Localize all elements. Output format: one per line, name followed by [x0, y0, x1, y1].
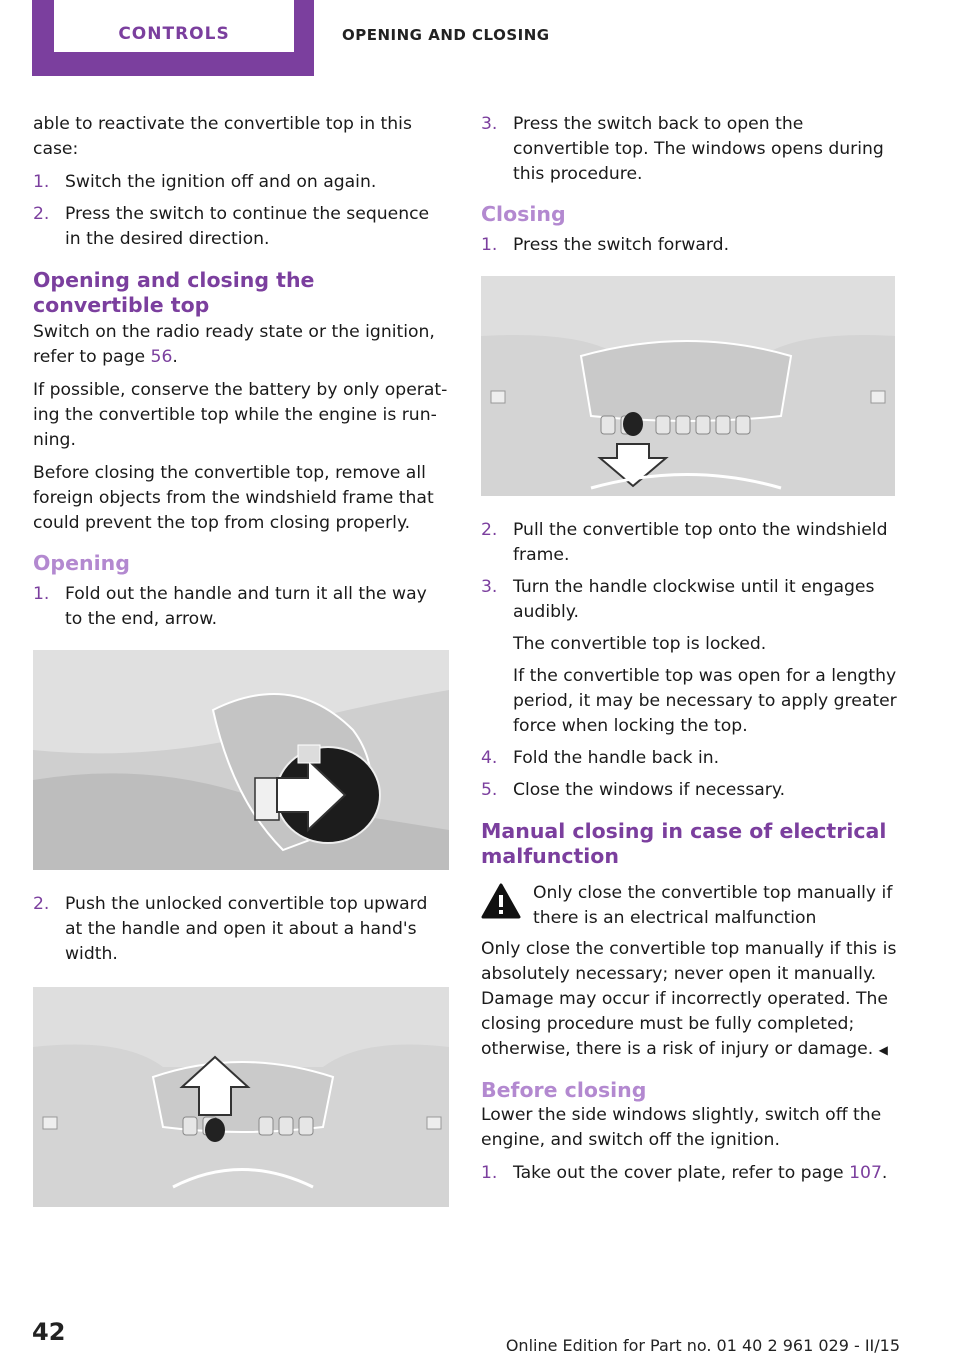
- step-number: 2.: [33, 204, 50, 224]
- header-tab-label: CONTROLS: [54, 0, 294, 52]
- step-subtext: The convertible top is locked.: [513, 634, 767, 654]
- opening-steps: [33, 582, 449, 632]
- figure-push-up: [33, 987, 449, 1207]
- list-item: [481, 778, 897, 803]
- list-item: [481, 1161, 897, 1186]
- page-number: 42: [32, 1318, 66, 1346]
- paragraph-battery: If possible, conserve the battery by only operating the convertible top while the engine is running.: [33, 380, 448, 450]
- warning-icon: [481, 883, 521, 919]
- subheading-closing: Closing: [481, 202, 566, 226]
- press-forward-illustration: [481, 276, 895, 496]
- step-number: 5.: [481, 780, 498, 800]
- list-item: [33, 892, 449, 967]
- step-number: 3.: [481, 577, 498, 597]
- opening-steps-2: [33, 892, 449, 967]
- edition-text: Online Edition for Part no. 01 40 2 961 029 - II/15: [505, 1336, 900, 1355]
- step-number: 1.: [481, 1163, 498, 1183]
- list-item: [481, 518, 897, 568]
- list-item: [481, 233, 897, 258]
- list-item: [481, 746, 897, 771]
- step-text: .: [881, 1163, 888, 1183]
- warning-box: [481, 881, 897, 931]
- step-text: Close the windows if necessary.: [513, 780, 786, 800]
- list-item: [33, 582, 449, 632]
- warning-body-text: Only close the convertible top manually if this is absolutely necessary; never open it manually. Damage may occur if incorrectly operated. The closing procedure must be fully completed; otherwise, there is a risk of injury or damage.: [481, 939, 897, 1059]
- step-number: 4.: [481, 748, 498, 768]
- step-text: Push the unlocked convertible top upward at the handle and open it about a hand's width.: [65, 894, 428, 964]
- figure-press-forward: [481, 276, 895, 496]
- opening-steps-3: [481, 112, 897, 187]
- left-column: [33, 112, 449, 1229]
- section-heading-manual: Manual closing in case of electrical malfunction: [481, 819, 887, 868]
- subheading-opening: Opening: [33, 551, 130, 575]
- step-text: Take out the cover plate, refer to page: [513, 1163, 850, 1183]
- step-number: 2.: [33, 894, 50, 914]
- step-number: 1.: [33, 584, 50, 604]
- warning-body: [481, 937, 897, 1063]
- warning-title: Only close the convertible top manually if there is an electrical malfunction: [533, 883, 893, 928]
- right-column: [481, 112, 897, 1194]
- step-text: Turn the handle clockwise until it engages audibly.: [513, 577, 875, 622]
- header-tab-controls[interactable]: [32, 0, 314, 76]
- list-item: [33, 202, 449, 252]
- step-subtext: If the convertible top was open for a lengthy period, it may be necessary to apply greater force when locking the top.: [513, 666, 897, 736]
- paragraph-text: Switch on the radio ready state or the ignition, refer to page: [33, 322, 435, 367]
- before-closing-text: Lower the side windows slightly, switch off the engine, and switch off the ignition.: [481, 1105, 882, 1150]
- step-number: 3.: [481, 114, 498, 134]
- step-text: Fold out the handle and turn it all the way to the end, arrow.: [65, 584, 427, 629]
- page-link[interactable]: 56: [150, 347, 173, 367]
- intro-steps: [33, 170, 449, 252]
- step-text: Press the switch forward.: [513, 235, 730, 255]
- paragraph-objects: Before closing the convertible top, remove all foreign objects from the windshield frame that could prevent the top from closing properly.: [33, 463, 434, 533]
- push-up-illustration: [33, 987, 449, 1207]
- page-link[interactable]: 107: [849, 1163, 882, 1183]
- step-text: Fold the handle back in.: [513, 748, 720, 768]
- list-item: [481, 575, 897, 739]
- step-text: Press the switch back to open the convertible top. The windows opens during this procedure.: [513, 114, 884, 184]
- paragraph-radio: [33, 320, 449, 370]
- end-mark-icon: ◀: [878, 1043, 888, 1057]
- closing-steps: [481, 233, 897, 258]
- step-text: Press the switch to continue the sequence in the desired direction.: [65, 204, 430, 249]
- handle-illustration: [33, 650, 449, 870]
- step-number: 2.: [481, 520, 498, 540]
- step-number: 1.: [33, 172, 50, 192]
- step-text: Switch the ignition off and on again.: [65, 172, 377, 192]
- step-text: Pull the convertible top onto the windshield frame.: [513, 520, 888, 565]
- figure-handle: [33, 650, 449, 870]
- list-item: [33, 170, 449, 195]
- header-section-title: OPENING AND CLOSING: [342, 26, 550, 44]
- subheading-before-closing: Before closing: [481, 1078, 647, 1102]
- paragraph-text: .: [172, 347, 178, 367]
- step-number: 1.: [481, 235, 498, 255]
- closing-steps-2: [481, 518, 897, 803]
- section-heading: Opening and closing the convertible top: [33, 268, 315, 317]
- before-closing-steps: [481, 1161, 897, 1186]
- intro-text: able to reactivate the convertible top in this case:: [33, 114, 412, 159]
- list-item: [481, 112, 897, 187]
